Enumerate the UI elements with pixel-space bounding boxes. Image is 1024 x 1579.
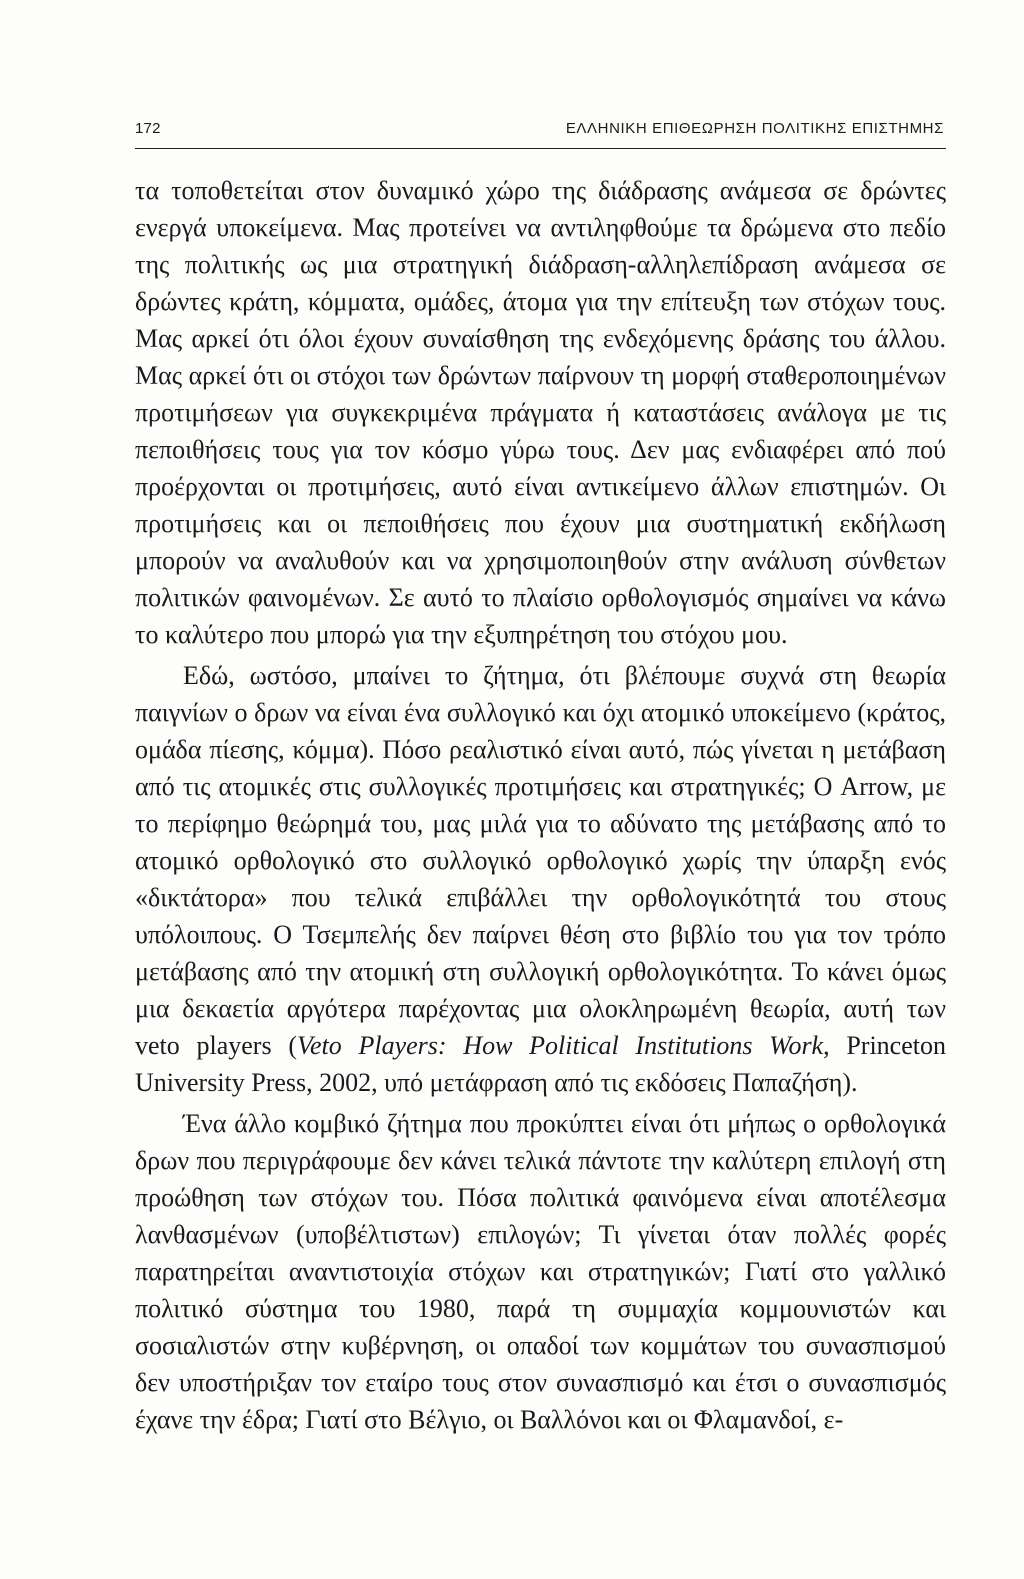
paragraph-2-text-b: , Princeton University Press, 2002, υπό μετάφραση από τις εκδόσεις Παπαζήση). — [135, 1031, 946, 1097]
paragraph-3-text: Ένα άλλο κομβικό ζήτημα που προκύπτει είναι ότι μήπως ο ορθολογικά δρων που περιγράφουμε δεν κάνει τελικά πάντοτε την καλύτερη επιλογή στη προώθηση των στόχων του. Πόσα πολιτικά φαινόμενα είναι αποτέλεσμα λανθασμένων (υποβέλτιστων) επιλογών; Τι γίνεται όταν πολλές φορές παρατηρείται αναντιστοιχία στόχων και στρατηγικών; Γιατί στο γαλλικό πολιτικό σύστημα του 1980, παρά τη συμμαχία κομμουνιστών και σοσιαλιστών στην κυβέρνηση, οι οπαδοί των κομμάτων του συνασπισμού δεν υποστήριξαν τον εταίρο τους στον συνασπισμό και έτσι ο συνασπισμός έχανε την έδρα; Γιατί στο Βέλγιο, οι Βαλλόνοι και οι Φλαμανδοί, ε- — [135, 1109, 946, 1434]
body-text — [135, 172, 946, 1438]
paragraph-1 — [135, 172, 946, 653]
paragraph-2-text-a: Εδώ, ωστόσο, μπαίνει το ζήτημα, ότι βλέπουμε συχνά στη θεωρία παιγνίων ο δρων να είναι ένα συλλογικό και όχι ατομικό υποκείμενο (κράτος, ομάδα πίεσης, κόμμα). Πόσο ρεαλιστικό είναι αυτό, πώς γίνεται η μετάβαση από τις ατομικές στις συλλογικές προτιμήσεις και στρατηγικές; Ο Arrow, με το περίφημο θεώρημά του, μας μιλά για το αδύνατο της μετάβασης από το ατομικό ορθολογικό στο συλλογικό ορθολογικό χωρίς την ύπαρξη ενός «δικτάτορα» που τελικά επιβάλλει την ορθολογικότητά του στους υπόλοιπους. Ο Τσεμπελής δεν παίρνει θέση στο βιβλίο του για τον τρόπο μετάβασης από την ατομική στη συλλογική ορθολογικότητα. Το κάνει όμως μια δεκαετία αργότερα παρέχοντας μια ολοκληρωμένη θεωρία, αυτή των veto players ( — [135, 661, 946, 1060]
book-title-italic: Veto Players: How Political Institutions Work — [296, 1031, 824, 1060]
paragraph-3 — [135, 1105, 946, 1438]
running-header — [135, 118, 946, 149]
paragraph-2 — [135, 657, 946, 1101]
paragraph-1-text: τα τοποθετείται στον δυναμικό χώρο της διάδρασης ανάμεσα σε δρώντες ενεργά υποκείμενα. Μας προτείνει να αντιληφθούμε τα δρώμενα στο πεδίο της πολιτικής ως μια στρατηγική διάδραση-αλληλεπίδραση ανάμεσα σε δρώντες κράτη, κόμματα, ομάδες, άτομα για την επίτευξη των στόχων τους. Μας αρκεί ότι όλοι έχουν συναίσθηση της ενδεχόμενης δράσης του άλλου. Μας αρκεί ότι οι στόχοι των δρώντων παίρνουν τη μορφή σταθεροποιημένων προτιμήσεων για συγκεκριμένα πράγματα ή καταστάσεις ανάλογα με τις πεποιθήσεις τους για τον κόσμο γύρω τους. Δεν μας ενδιαφέρει από πού προέρχονται οι προτιμήσεις, αυτό είναι αντικείμενο άλλων επιστημών. Οι προτιμήσεις και οι πεποιθήσεις που έχουν μια συστηματική εκδήλωση μπορούν να αναλυθούν και να χρησιμοποιηθούν στην ανάλυση σύνθετων πολιτικών φαινομένων. Σε αυτό το πλαίσιο ορθολογισμός σημαίνει να κάνω το καλύτερο που μπορώ για την εξυπηρέτηση του στόχου μου. — [135, 176, 946, 649]
journal-title: ΕΛΛΗΝΙΚΗ ΕΠΙΘΕΩΡΗΣΗ ΠΟΛΙΤΙΚΗΣ ΕΠΙΣΤΗΜΗΣ — [565, 120, 944, 137]
page-number: 172 — [135, 120, 161, 137]
